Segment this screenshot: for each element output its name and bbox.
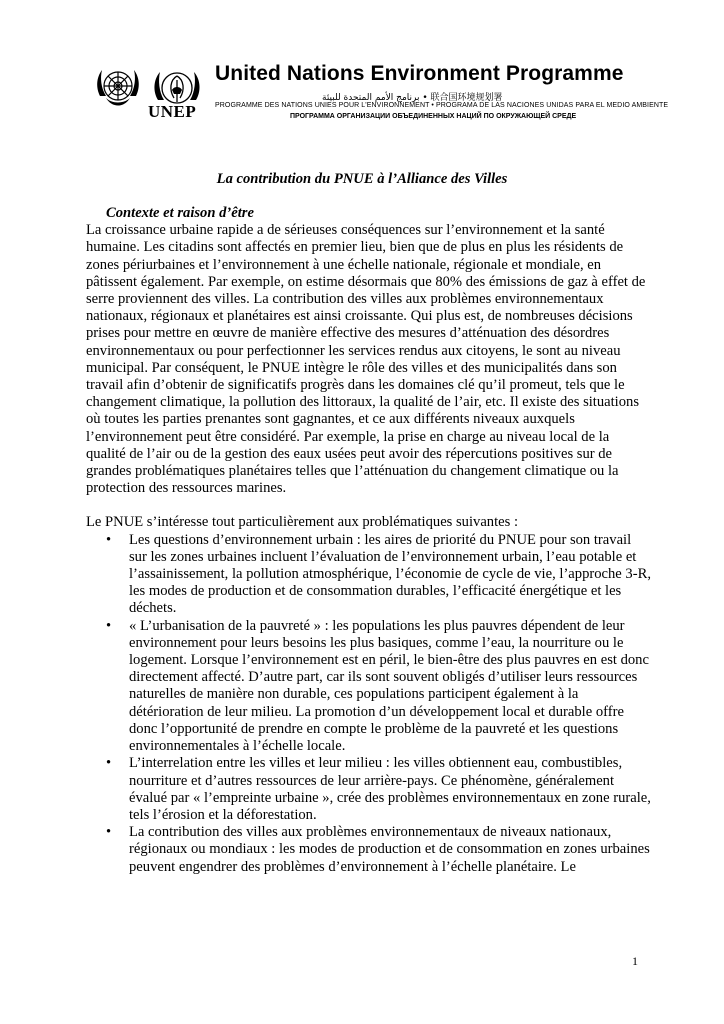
list-item-text: La contribution des villes aux problèmes environnementaux de niveaux nationaux, régionaux ou mondiaux : les modes de production et de consommation en zones urbaines peuvent engendrer des problèmes d’environnement à l’échelle planétaire. Le (129, 824, 650, 875)
letterhead (90, 58, 669, 128)
organization-name-arabic-chinese: برنامج الأمم المتحدة للبيئة • 联合国环境规划署 (322, 93, 503, 103)
list-item (86, 755, 652, 824)
paragraph-spacer (86, 497, 652, 514)
list-item (86, 824, 652, 876)
organization-name-french-spanish: PROGRAMME DES NATIONS UNIES POUR L'ENVIRONNEMENT • PROGRAMA DE LAS NACIONES UNIDAS PARA EL MEDIO AMBIENTE (215, 102, 669, 109)
paragraph-intro-list: Le PNUE s’intéresse tout particulièrement aux problématiques suivantes : (86, 514, 519, 531)
bullet-icon: • (106, 617, 112, 634)
list-item (86, 532, 652, 618)
organization-name: United Nations Environment Programme (215, 62, 624, 85)
document-body (86, 205, 652, 876)
list-item (86, 618, 652, 756)
organization-name-russian: ПРОГРАММА ОРГАНИЗАЦИИ ОБЪЕДИНЕННЫХ НАЦИЙ ПО ОКРУЖАЮЩЕЙ СРЕДЕ (290, 113, 577, 120)
paragraph-context: La croissance urbaine rapide a de sérieuses conséquences sur l’environnement et la santé humaine. Les citadins sont affectés en premier lieu, bien que de plus en plus les résidents de zones périurbaines et l’environnement à une échelle nationale, régionale et mondiale, en pâtissent également. Par exemple, on estime désormais que 80% des émissions de gaz à effet de serre proviennent des villes. La contribution des villes aux problèmes environnementaux nationaux, régionaux et planétaires est ainsi croissante. Qui plus est, de nombreuses décisions prises pour mettre en œuvre de manière effective des mesures d’atténuation des désordres environnementaux ou pour perfectionner les services rendus aux citoyens, le sont au niveau municipal. Par conséquent, le PNUE intègre le rôle des villes et des municipalités dans son travail afin d’obtenir de significatifs progrès dans les domaines clé qu’il promeut, tels que le changement climatique, la pollution des littoraux, la qualité de l’air, etc. Il existe des situations où toutes les parties prenantes sont gagnantes, et ce aux différents niveaux auxquels l’environnement peut être considéré. Par exemple, la prise en charge au niveau local de la qualité de l’air ou de la gestion des eaux usées peut avoir des répercutions positives sur de grandes problématiques planétaires telles que l’atténuation du changement climatique ou la protection des ressources marines. (86, 222, 646, 497)
issues-list (86, 532, 652, 876)
bullet-icon: • (106, 531, 112, 548)
unep-wordmark: UNEP (148, 102, 197, 121)
section-heading: Contexte et raison d’être (106, 205, 254, 221)
list-item-text: « L’urbanisation de la pauvreté » : les populations les plus pauvres dépendent de leur environnement pour leurs besoins les plus basiques, comme l’eau, la nourriture ou le logement. Lorsque l’environnement est en péril, le bien-être des plus pauvres en est donc directement affecté. D’autre part, car ils sont souvent obligés d’utiliser leurs ressources naturelles de manière non durable, ces populations participent également à la détérioration de leur milieu. La promotion d’un développement local et durable offre donc l’opportunité de prendre en compte le problème de la pauvreté et les questions environnementales à l’échelle locale. (129, 617, 649, 755)
un-emblem-icon (92, 62, 144, 114)
document-title: La contribution du PNUE à l’Alliance des Villes (216, 171, 508, 187)
bullet-icon: • (106, 824, 112, 841)
bullet-icon: • (106, 755, 112, 772)
page-number: 1 (632, 954, 638, 968)
list-item-text: L’interrelation entre les villes et leur milieu : les villes obtiennent eau, combustibles, nourriture et d’autres ressources de leur arrière-pays. Ce phénomène, généralement évalué par « l’empreinte urbaine », crée des problèmes environnementaux en zone rurale, tels l’érosion et la déforestation. (129, 755, 651, 823)
list-item-text: Les questions d’environnement urbain : les aires de priorité du PNUE pour son travail sur les zones urbaines incluent l’évaluation de l’environnement urbain, l’eau potable et l’assainissement, la pollution atmosphérique, l’économie de cycle de vie, l’approche 3-R, les modes de production et de consommation durables, l’efficacité énergétique et les déchets. (129, 531, 651, 617)
